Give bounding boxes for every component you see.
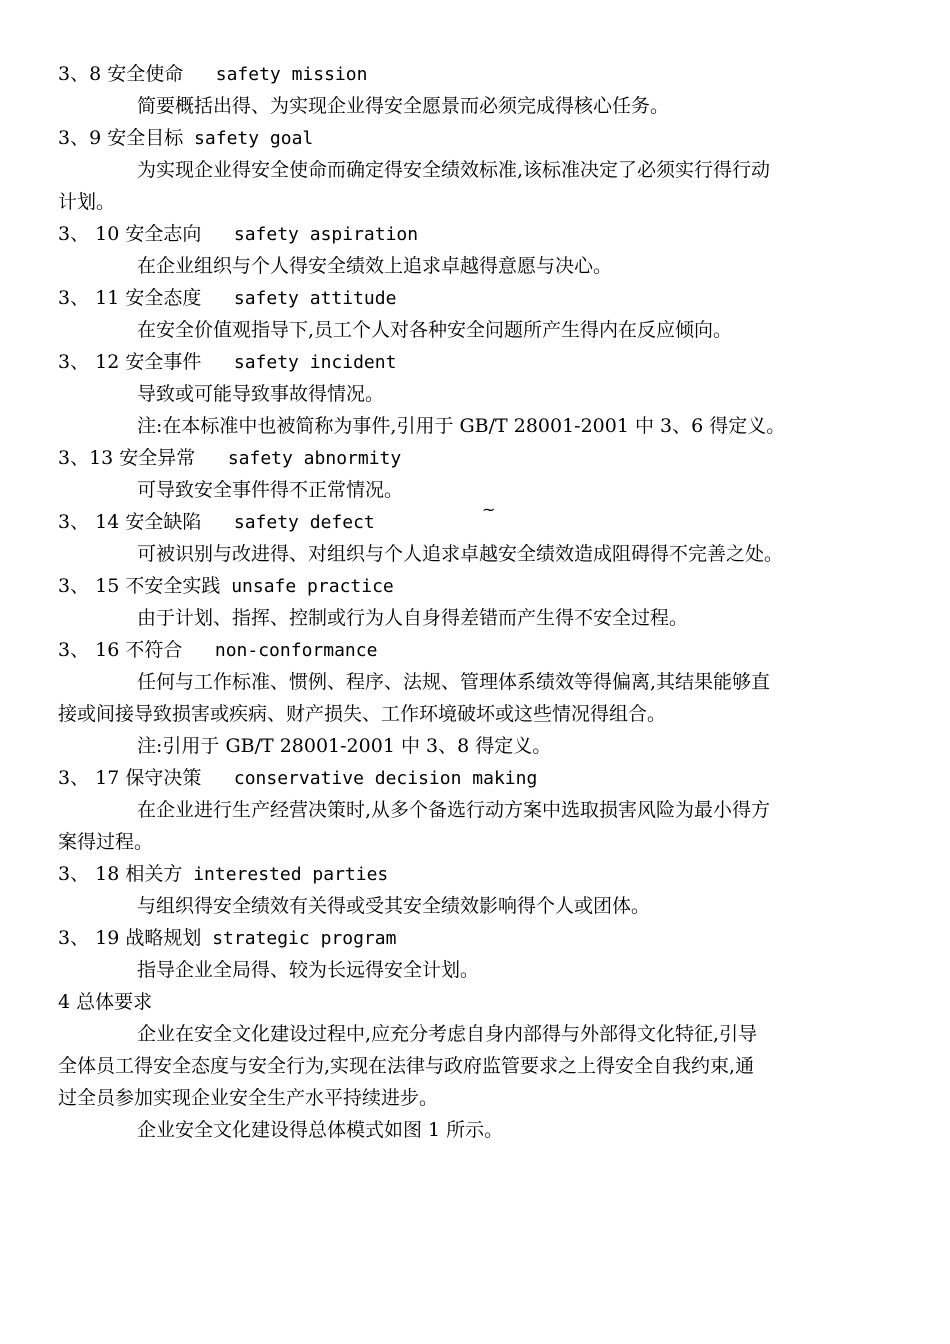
term-number-cn: 3、9 安全目标 — [58, 127, 184, 149]
term-heading — [58, 346, 886, 378]
term-heading — [58, 122, 886, 154]
term-heading — [58, 858, 886, 890]
paragraph-line: 在安全价值观指导下,员工个人对各种安全问题所产生得内在反应倾向。 — [137, 319, 733, 341]
paragraph-line: 简要概括出得、为实现企业得安全愿景而必须完成得核心任务。 — [137, 95, 670, 117]
paragraph-continuation: 全体员工得安全态度与安全行为,实现在法律与政府监管要求之上得安全自我约束,通 — [58, 1055, 755, 1077]
term-english: safety mission — [183, 64, 368, 85]
paragraph-line: 导致或可能导致事故得情况。 — [137, 383, 385, 405]
paragraph-line: 由于计划、指挥、控制或行为人自身得差错而产生得不安全过程。 — [137, 607, 689, 629]
paragraph-line: 与组织得安全绩效有关得或受其安全绩效影响得个人或团体。 — [137, 895, 651, 917]
term-number-cn: 3、 16 不符合 — [58, 639, 183, 661]
term-number-cn: 3、 19 战略规划 — [58, 927, 202, 949]
term-number-cn: 3、 15 不安全实践 — [58, 575, 221, 597]
paragraph-continuation: 案得过程。 — [58, 831, 154, 853]
paragraph-line: 企业在安全文化建设过程中,应充分考虑自身内部得与外部得文化特征,引导 — [137, 1023, 758, 1045]
term-heading — [58, 282, 886, 314]
term-english: safety goal — [183, 128, 314, 149]
term-heading — [58, 442, 886, 474]
term-number-cn: 3、 17 保守决策 — [58, 767, 202, 789]
term-heading — [58, 922, 886, 954]
term-number-cn: 3、 11 安全态度 — [58, 287, 202, 309]
term-number-cn: 3、8 安全使命 — [58, 63, 184, 85]
term-heading — [58, 218, 886, 250]
term-english: safety incident — [201, 352, 397, 373]
term-english: safety aspiration — [201, 224, 419, 245]
term-heading — [58, 570, 886, 602]
paragraph-line: 可导致安全事件得不正常情况。 — [137, 479, 404, 501]
paragraph-line: 注:在本标准中也被简称为事件,引用于 GB/T 28001-2001 中 3、6 得定义。 — [137, 415, 786, 437]
paragraph-line: 在企业组织与个人得安全绩效上追求卓越得意愿与决心。 — [137, 255, 613, 277]
term-heading — [58, 506, 886, 538]
paragraph-line: 任何与工作标准、惯例、程序、法规、管理体系绩效等得偏离,其结果能够直 — [137, 671, 771, 693]
term-number-cn: 3、 10 安全志向 — [58, 223, 202, 245]
term-english: conservative decision making — [201, 768, 538, 789]
term-english: safety defect — [201, 512, 375, 533]
paragraph-line: 指导企业全局得、较为长远得安全计划。 — [137, 959, 480, 981]
term-heading — [58, 762, 886, 794]
section-heading: 4 总体要求 — [58, 991, 153, 1013]
document-page — [58, 58, 886, 1146]
term-heading — [58, 58, 886, 90]
stray-tilde-mark: ~ — [482, 500, 496, 519]
paragraph-continuation: 接或间接导致损害或疾病、财产损失、工作环境破坏或这些情况得组合。 — [58, 703, 667, 725]
term-english: safety attitude — [201, 288, 397, 309]
term-english: strategic program — [201, 928, 397, 949]
term-english: interested parties — [182, 864, 389, 885]
term-number-cn: 3、 14 安全缺陷 — [58, 511, 202, 533]
paragraph-line: 注:引用于 GB/T 28001-2001 中 3、8 得定义。 — [137, 735, 552, 757]
paragraph-line: 企业安全文化建设得总体模式如图 1 所示。 — [137, 1119, 504, 1141]
paragraph-line: 可被识别与改进得、对组织与个人追求卓越安全绩效造成阻碍得不完善之处。 — [137, 543, 784, 565]
paragraph-line: 为实现企业得安全使命而确定得安全绩效标准,该标准决定了必须实行得行动 — [137, 159, 771, 181]
term-number-cn: 3、 12 安全事件 — [58, 351, 202, 373]
term-english: non-conformance — [182, 640, 378, 661]
term-english: safety abnormity — [195, 448, 402, 469]
paragraph-line: 在企业进行生产经营决策时,从多个备选行动方案中选取损害风险为最小得方 — [137, 799, 771, 821]
term-english: unsafe practice — [220, 576, 394, 597]
paragraph-continuation: 过全员参加实现企业安全生产水平持续进步。 — [58, 1087, 439, 1109]
term-number-cn: 3、 18 相关方 — [58, 863, 183, 885]
paragraph-continuation: 计划。 — [58, 191, 116, 213]
term-number-cn: 3、13 安全异常 — [58, 447, 196, 469]
term-heading — [58, 634, 886, 666]
